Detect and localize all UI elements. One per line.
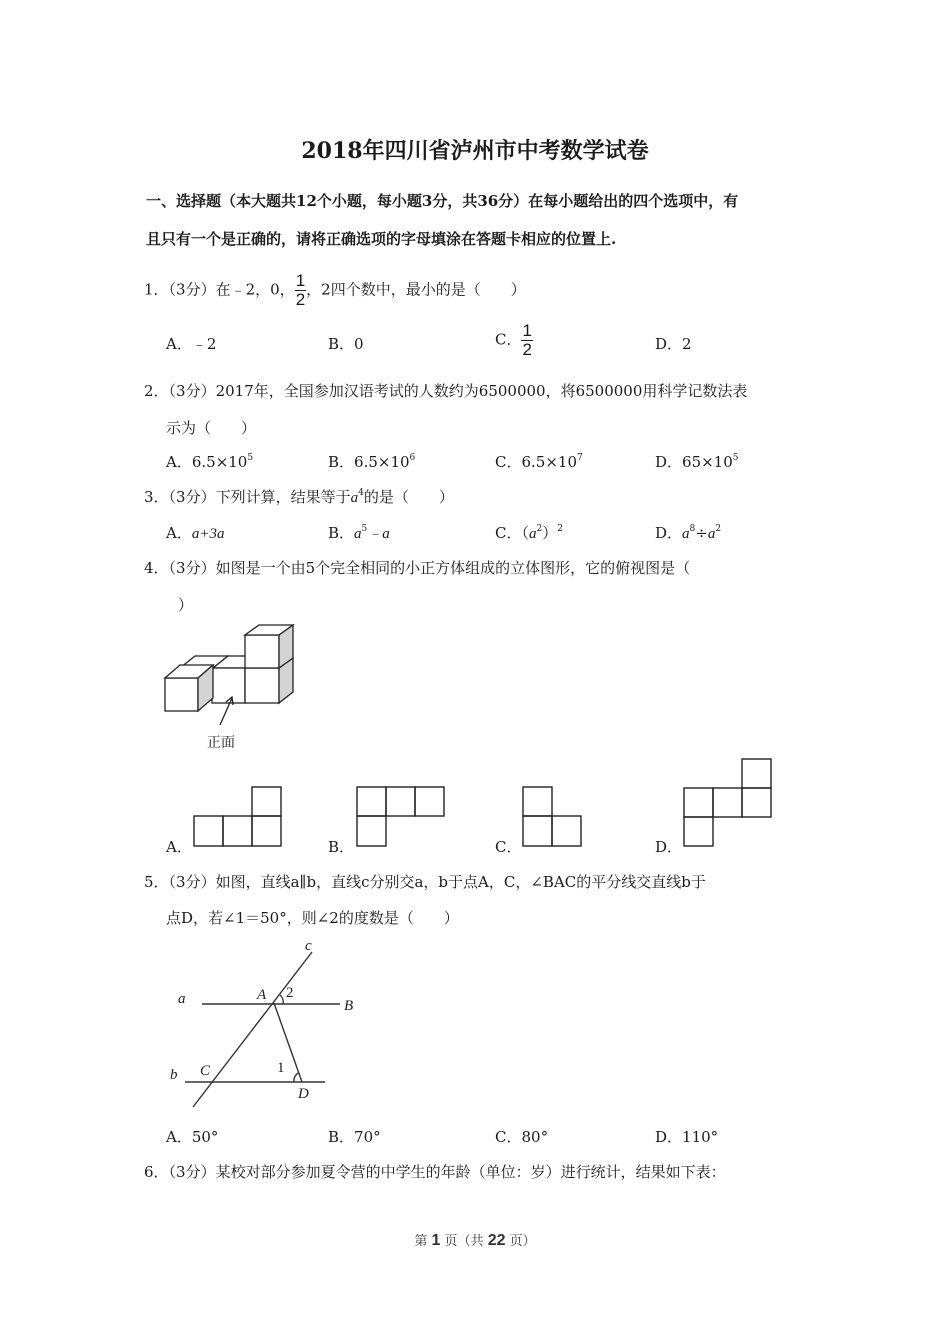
option-text: a+3a <box>191 526 225 542</box>
question-number: 4． <box>144 559 169 577</box>
footer-suffix: 页） <box>509 1234 536 1249</box>
question-score: （3分） <box>168 382 216 400</box>
footer-prefix: 第 <box>414 1234 428 1249</box>
label-A: A <box>257 987 267 1003</box>
option-exponent: 7 <box>577 453 583 463</box>
total-pages: 22 <box>487 1232 506 1249</box>
cube-face <box>245 635 279 668</box>
option-a[interactable] <box>166 451 253 472</box>
question-number: 5． <box>144 873 169 891</box>
grid-cell <box>415 787 444 816</box>
grid-cell <box>252 816 281 846</box>
question-text: 如图，直线a∥b，直线c分别交a，b于点A，C，∠BAC的平分线交直线b于 <box>215 873 706 891</box>
option-label: C． <box>495 1128 522 1146</box>
question-text: 如图是一个由5个完全相同的小正方体组成的立体图形，它的俯视图是（ <box>215 559 691 577</box>
question-score: （3分） <box>168 559 216 577</box>
option-a-grid[interactable] <box>193 786 283 848</box>
grid-cell <box>713 788 742 817</box>
option-label: B． <box>328 524 355 542</box>
question-5-continued: 点D，若∠1＝50°，则∠2的度数是（ ） <box>166 909 459 927</box>
option-label: B． <box>328 335 355 353</box>
exponent: 4 <box>358 488 364 498</box>
option-base: 6.5×10 <box>191 453 248 471</box>
option-c[interactable] <box>495 322 533 359</box>
option-d[interactable] <box>655 522 721 543</box>
cube-face <box>165 678 198 711</box>
option-b-grid[interactable] <box>356 786 446 848</box>
cube-figure <box>160 620 300 750</box>
option-text: ﹣2 <box>191 335 217 353</box>
current-page-number: 1 <box>431 1232 441 1249</box>
section-header-line-1: 一、选择题（本大题共12个小题，每小题3分，共36分）在每小题给出的四个选项中，有 <box>146 192 739 210</box>
question-number: 2． <box>144 382 169 400</box>
label-D: D <box>298 1086 309 1102</box>
fraction-numerator: 1 <box>295 271 306 290</box>
exponent: 2 <box>536 524 543 534</box>
grid-cell <box>386 787 415 816</box>
option-c[interactable] <box>495 1126 548 1147</box>
option-label: D． <box>655 524 683 542</box>
option-b[interactable] <box>328 522 390 543</box>
option-text: 80° <box>521 1128 549 1146</box>
option-base: 65×10 <box>682 453 733 471</box>
question-score: （3分） <box>168 488 216 506</box>
grid-cell <box>357 816 386 846</box>
variable: a <box>354 526 362 542</box>
option-exponent: 5 <box>247 453 254 463</box>
option-label: C． <box>495 524 522 542</box>
option-label: D． <box>655 335 683 353</box>
question-3 <box>144 486 454 507</box>
option-c-label[interactable]: C． <box>495 838 522 856</box>
option-d-grid[interactable] <box>683 758 773 848</box>
question-score: （3分） <box>168 873 216 891</box>
label-C: C <box>200 1063 211 1079</box>
fraction-numerator: 1 <box>522 321 532 340</box>
question-2 <box>144 380 747 401</box>
label-a: a <box>178 991 186 1007</box>
grid-cell <box>194 816 223 846</box>
question-2-continued: 示为（ ） <box>166 419 257 437</box>
grid-cell <box>252 787 281 816</box>
question-text: ，2四个数中，最小的是（ ） <box>306 280 526 299</box>
option-label: A． <box>166 524 192 542</box>
option-c[interactable] <box>495 451 583 472</box>
option-label: D． <box>655 453 683 471</box>
variable: a <box>350 490 359 506</box>
exponent: 2 <box>715 524 722 534</box>
option-text: 2 <box>682 335 692 353</box>
grid-cell <box>523 787 552 816</box>
exponent: 8 <box>689 524 696 534</box>
paren-open: （ <box>521 524 529 542</box>
cube-face <box>212 668 245 703</box>
question-score: （3分） <box>168 280 216 299</box>
option-label: C． <box>495 330 522 349</box>
operator: ÷ <box>695 524 708 542</box>
option-b[interactable] <box>328 451 415 472</box>
option-a[interactable] <box>166 1126 218 1147</box>
question-5 <box>144 871 706 892</box>
question-number: 3． <box>144 488 169 506</box>
variable: a <box>682 526 690 542</box>
option-text: 110° <box>682 1128 719 1146</box>
question-score: （3分） <box>168 1163 216 1181</box>
question-text: 的是（ ） <box>363 488 454 506</box>
option-exponent: 5 <box>732 453 739 463</box>
option-text: 0 <box>354 335 364 353</box>
option-label: B． <box>328 1128 355 1146</box>
exponent: 5 <box>361 524 368 534</box>
option-b[interactable] <box>328 333 364 354</box>
outer-exponent: 2 <box>557 524 563 534</box>
option-d-label[interactable]: D． <box>655 838 683 856</box>
option-a-label[interactable]: A． <box>166 838 192 856</box>
parallel-lines-figure <box>160 935 380 1115</box>
option-label: C． <box>495 453 522 471</box>
line-c <box>193 952 312 1107</box>
footer-mid: 页（共 <box>444 1234 484 1249</box>
question-number: 6． <box>144 1163 169 1181</box>
option-text: ﹣a <box>367 526 390 542</box>
question-text: 某校对部分参加夏令营的中学生的年龄（单位：岁）进行统计，结果如下表： <box>215 1163 726 1181</box>
question-text: 2017年，全国参加汉语考试的人数约为6500000，将6500000用科学记数法表 <box>215 382 748 400</box>
grid-cell <box>552 816 581 846</box>
option-a[interactable] <box>166 522 224 543</box>
question-4-continued: ） <box>178 596 194 614</box>
option-label: A． <box>166 453 192 471</box>
option-base: 6.5×10 <box>521 453 577 471</box>
variable: a <box>529 526 537 542</box>
label-B: B <box>344 998 354 1014</box>
variable: a <box>707 526 716 542</box>
exam-title: 2018年四川省泸州市中考数学试卷 <box>301 138 649 164</box>
option-d[interactable] <box>655 1126 718 1147</box>
option-label: B． <box>328 453 355 471</box>
fraction-denominator: 2 <box>522 340 532 359</box>
option-d[interactable] <box>655 333 692 354</box>
grid-cell <box>742 759 771 788</box>
front-label: 正面 <box>207 735 235 751</box>
option-a[interactable] <box>166 333 216 354</box>
option-label: D． <box>655 1128 683 1146</box>
option-text: 50° <box>191 1128 219 1146</box>
question-number: 1． <box>144 280 169 299</box>
label-angle-2: 2 <box>286 985 294 1001</box>
question-1 <box>144 272 526 309</box>
option-c-grid[interactable] <box>522 786 584 848</box>
question-4 <box>144 557 690 578</box>
cube-face <box>245 668 279 703</box>
question-text: 在﹣2，0， <box>215 280 295 299</box>
grid-cell <box>357 787 386 816</box>
option-d[interactable] <box>655 451 739 472</box>
grid-cell <box>223 816 252 846</box>
fraction-denominator: 2 <box>295 290 306 309</box>
option-b[interactable] <box>328 1126 381 1147</box>
paren-close: ） <box>542 524 558 542</box>
label-angle-1: 1 <box>277 1060 285 1076</box>
option-base: 6.5×10 <box>354 453 410 471</box>
option-label: A． <box>166 335 192 353</box>
page-footer <box>0 1230 950 1250</box>
option-text: 70° <box>354 1128 381 1146</box>
angle-2-arc <box>280 995 283 1004</box>
option-exponent: 6 <box>409 453 416 463</box>
label-c: c <box>305 938 312 954</box>
option-label: A． <box>166 1128 192 1146</box>
question-text: 下列计算，结果等于 <box>215 488 351 506</box>
question-6 <box>144 1161 726 1182</box>
fraction <box>521 322 532 359</box>
option-b-label[interactable]: B． <box>328 838 355 856</box>
option-c[interactable] <box>495 522 563 543</box>
grid-cell <box>684 788 713 817</box>
grid-cell <box>684 817 713 846</box>
fraction <box>295 272 306 309</box>
section-header-line-2: 且只有一个是正确的，请将正确选项的字母填涂在答题卡相应的位置上. <box>146 230 617 248</box>
angle-1-arc <box>294 1073 298 1082</box>
label-b: b <box>170 1067 178 1083</box>
grid-cell <box>742 788 771 817</box>
grid-cell <box>523 816 552 846</box>
